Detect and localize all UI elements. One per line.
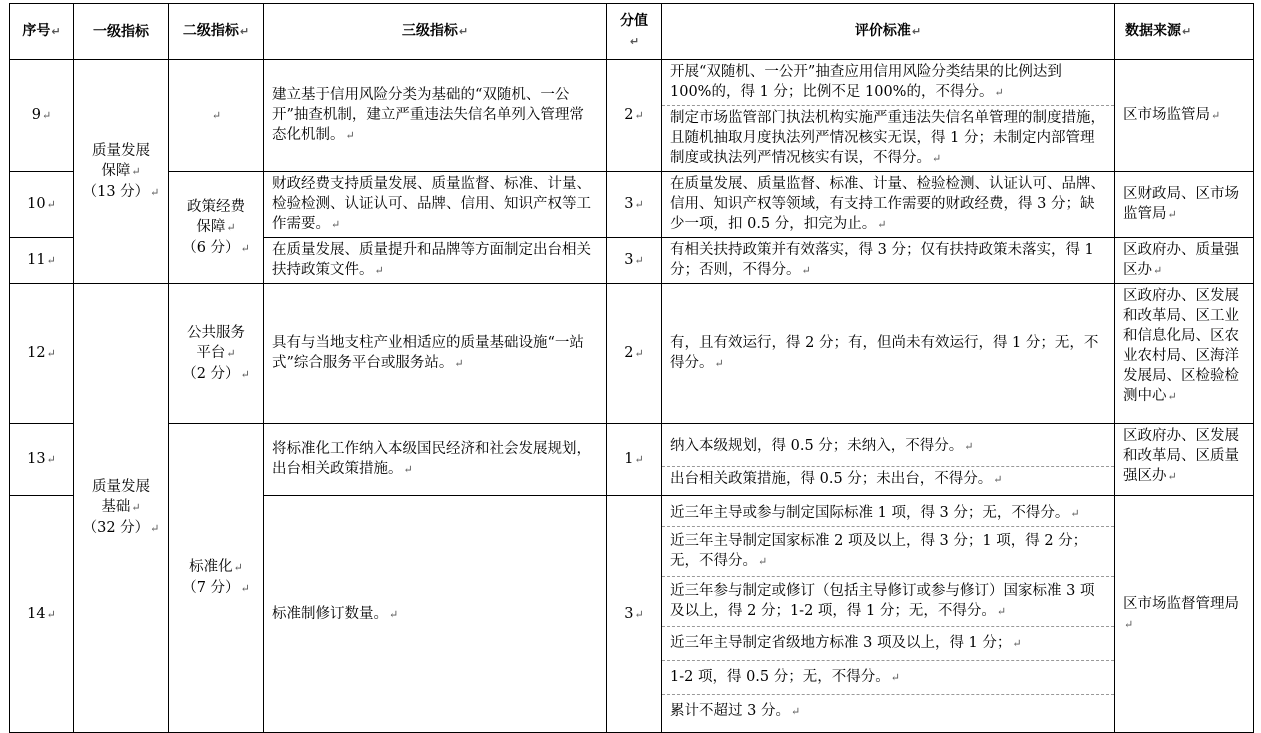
criteria-item: 1-2 项，得 0.5 分；无，不得分。 ↵ [670, 669, 900, 685]
indicator-text: 财政经费支持质量发展、质量监督、标准、计量、检验检测、认证认可、品牌、信用、知识产权等工作需要。 ↵ [272, 176, 591, 232]
criteria-item: 近三年参与制定或修订（包括主导修订或参与修订）国家标准 3 项及以上，得 2 分；1-2 项，得 1 分；无，不得分。 ↵ [670, 583, 1094, 619]
table-row [10, 424, 1254, 496]
criteria-item: 开展“双随机、一公开”抽查应用信用风险分类结果的比例达到 100%的，得 1 分；比例不足 100%的，不得分。 ↵ [670, 64, 1062, 100]
level2-score: （7 分） ↵ [177, 578, 255, 599]
score-value: 1 ↵ [624, 451, 643, 467]
indicator-text: 在质量发展、质量提升和品牌等方面制定出台相关扶持政策文件。 ↵ [272, 242, 591, 278]
criteria-item: 有相关扶持政策并有效落实，得 3 分；仅有扶持政策未落实，得 1 分；否则，不得分。 ↵ [670, 242, 1094, 278]
level1-score: （13 分） ↵ [82, 182, 160, 203]
criteria-item: 近三年主导制定省级地方标准 3 项及以上，得 1 分； ↵ [670, 635, 1022, 651]
level2-name: 政策经费 [187, 198, 245, 215]
header-row [10, 4, 1254, 60]
level2-score: （6 分） ↵ [177, 238, 255, 259]
level1-name-2: 基础 ↵ [82, 497, 160, 518]
score-value: 3 ↵ [624, 196, 643, 212]
evaluation-table [9, 3, 1254, 733]
row-seq: 14 ↵ [27, 606, 56, 622]
criteria-item: 纳入本级规划，得 0.5 分；未纳入，不得分。 ↵ [670, 436, 974, 457]
indicator-text: 建立基于信用风险分类为基础的“双随机、一公开”抽查机制，建立严重违法失信名单列入管理常态化机制。 ↵ [272, 87, 584, 143]
level2-cell [169, 172, 264, 284]
source-text: 区政府办、质量强区办 ↵ [1123, 242, 1239, 278]
criteria-item: 近三年主导制定国家标准 2 项及以上，得 3 分；1 项，得 2 分；无，不得分。 ↵ [670, 533, 1087, 569]
indicator-text: 具有与当地支柱产业相适应的质量基础设施“一站式”综合服务平台或服务站。 ↵ [272, 335, 584, 371]
table-row [10, 284, 1254, 424]
criteria-item: 出台相关政策措施，得 0.5 分；未出台，不得分。 ↵ [670, 471, 1003, 487]
level2-name: 标准化 ↵ [177, 557, 255, 578]
score-value: 3 ↵ [624, 252, 643, 268]
level1-score: （32 分） ↵ [82, 518, 160, 539]
level1-cell [74, 284, 169, 733]
level1-name: 质量发展 [92, 142, 150, 159]
indicator-text: 将标准化工作纳入本级国民经济和社会发展规划，出台相关政策措施。 ↵ [272, 441, 591, 477]
source-text: 区市场监督管理局 ↵ [1123, 596, 1239, 632]
level1-name: 质量发展 [92, 479, 150, 495]
row-seq: 13 ↵ [27, 451, 56, 467]
criteria-item: 累计不超过 3 分。 ↵ [670, 703, 800, 719]
header-criteria: 评价标准 ↵ [662, 4, 1115, 60]
level2-cell [169, 424, 264, 733]
header-score: 分值 ↵ [607, 4, 662, 60]
row-seq: 11 ↵ [27, 252, 56, 268]
header-level1: 一级指标 [74, 4, 169, 60]
row-seq: 12 ↵ [27, 345, 56, 361]
criteria-item: 制定市场监管部门执法机构实施严重违法失信名单管理的制度措施，且随机抽取月度执法列严情况核实无误，得 1 分；未制定内部管理制度或执法列严情况核实有误，不得分。 ↵ [670, 110, 1105, 166]
header-level2: 二级指标 ↵ [169, 4, 264, 60]
level1-cell [74, 60, 169, 284]
source-text: 区财政局、区市场监管局 ↵ [1123, 186, 1239, 222]
score-value: 2 ↵ [624, 345, 643, 361]
level2-empty [211, 107, 221, 123]
level2-cell [169, 284, 264, 424]
level2-name: 公共服务 [187, 324, 245, 341]
indicator-text: 标准制修订数量。 ↵ [272, 606, 398, 622]
criteria-item: 近三年主导或参与制定国际标准 1 项，得 3 分；无，不得分。 ↵ [670, 505, 1080, 521]
source-text: 区市场监管局 ↵ [1123, 107, 1220, 123]
source-text: 区政府办、区发展和改革局、区工业和信息化局、区农业农村局、区海洋发展局、区检验检测中心 ↵ [1123, 288, 1239, 404]
level2-score: （2 分） ↵ [177, 364, 255, 385]
table-row [10, 60, 1254, 172]
row-seq: 9 ↵ [32, 107, 51, 123]
level2-name-2: 平台 ↵ [177, 343, 255, 364]
header-level3: 三级指标 ↵ [264, 4, 607, 60]
header-seq: 序号 ↵ [10, 4, 74, 60]
level2-name-2: 保障 ↵ [177, 217, 255, 238]
source-text: 区政府办、区发展和改革局、区质量强区办 ↵ [1123, 428, 1239, 484]
criteria-item: 有，且有效运行，得 2 分；有，但尚未有效运行，得 1 分；无，不得分。 ↵ [670, 335, 1098, 371]
score-value: 3 ↵ [624, 606, 643, 622]
header-source: 数据来源 ↵ [1115, 4, 1254, 60]
row-seq: 10 ↵ [27, 196, 56, 212]
score-value: 2 ↵ [624, 107, 643, 123]
table-row [10, 172, 1254, 238]
criteria-item: 在质量发展、质量监督、标准、计量、检验检测、认证认可、品牌、信用、知识产权等领域，有支持工作需要的财政经费，得 3 分；缺少一项，扣 0.5 分，扣完为止。 ↵ [670, 176, 1105, 232]
level1-name-2: 保障 ↵ [82, 161, 160, 182]
